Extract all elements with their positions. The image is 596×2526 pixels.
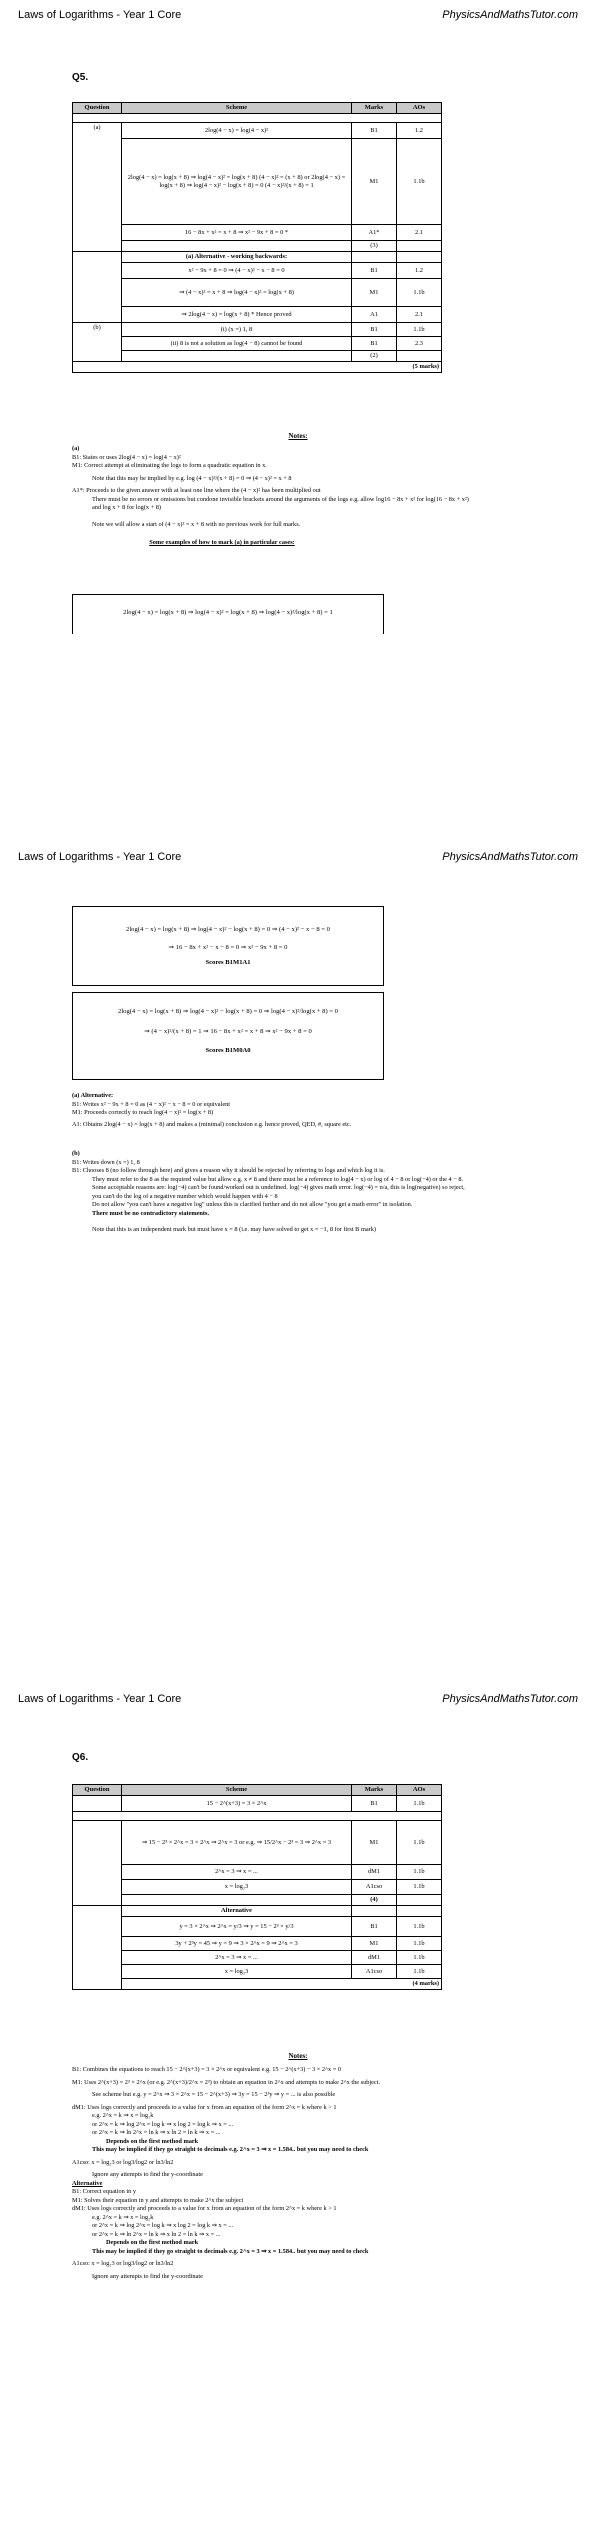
col-question: Question (73, 1785, 122, 1796)
table-row: y = 3 × 2^x ⇒ 2^x = y/3 ⇒ y = 15 − 2³ × y/3 B1 1.1b (73, 1917, 442, 1937)
header-title: Laws of Logarithms - Year 1 Core (18, 851, 182, 863)
q5-notes-alternative: (a) Alternative: B1: Writes x² − 9x + 8 = 0 as (4 − x)² − x − 8 = 0 or equivalent M1: Proceeds correctly to reach log(4 − x)² = log(x + 8) A1: Obtains 2log(4 − x) = log(x + 8) and makes a (minimal) conclusion e.g. hence proved, QED, #, square etc. (72, 1092, 352, 1128)
col-scheme: Scheme (122, 1785, 352, 1796)
q5-notes-b: (b) B1: Writes down (x =) 1, 8 B1: Chooses 8 (no follow through here) and gives a reason why it should be rejected by referring to logs and which log it is. They must refer to the 8 as the required value but allow e.g. x ≠ 8 and there must be a reference to log(4 − x) or log of 4 − 8 or log(−4) or the 4 − 8. Some acceptable reasons are: log(−4) can't be found/worked out is undefined. log(−4) gives math error. log(−4) = n/a, this is log(negative) so reject, you can't do the log of a negative number which would happen with 4 − 8 Do not allow "you can't have a negative log" unless this is clarified further and do not allow "you get a math error" in isolation. There must be no contradictory statements. Note that this is an independent mark but must have x = 8 (i.e. may have solved to get x = −1, 8 for first B mark) (72, 1150, 465, 1233)
table-row: x = log₂3 A1cso 1.1b (73, 1965, 442, 1979)
table-row: (4 marks) (73, 1979, 442, 1990)
table-row: 15 − 2^(x+3) = 3 × 2^x B1 1.1b (73, 1796, 442, 1812)
example-box-2: 2log(4 − x) = log(x + 8) ⇒ log(4 − x)² − log(x + 8) = 0 ⇒ (4 − x)² − x − 8 = 0 ⇒ 16 − 8x + x² − x − 8 = 0 ⇒ x² − 9x + 8 = 0 Scores B1M1A1 (72, 906, 384, 986)
q6-notes: B1: Combines the equations to reach 15 − 2^(x+3) = 3 × 2^x or equivalent e.g. 15 − 2^(x+3) − 3 × 2^x = 0 M1: Uses 2^(x+3) = 2³ × 2^x (or e.g. 2^(x+3)/2^x = 2³) to obtain an equation in 2^x and attempts to make 2^x the subject. See scheme but e.g. y = 2^x ⇒ 3 × 2^x = 15 − 2^(x+3) ⇒ 3y = 15 − 2³y ⇒ y = ... is also possible dM1: Uses logs correctly and proceeds to a value for x from an equation of the form 2^x = k where k > 1 e.g. 2^x = k ⇒ x = log₂k or 2^x = k ⇒ log 2^x = log k ⇒ x log 2 = log k ⇒ x = ... or 2^x = k ⇒ ln 2^x = ln k ⇒ x ln 2 = ln k ⇒ x = ... Depends on the first method mark This may be implied if they go straight to decimals e.g. 2^x = 3 ⇒ x = 1.584.. but you may need to check A1cso: x = log₂3 or log3/log2 or ln3/ln2 Ignore any attempts to find the y-coordinate Alternative B1: Correct equation in y M1: Solves their equation in y and attempts to make 2^x the subject dM1: Uses logs correctly and proceeds to a value for x from an equation of the form 2^x = k where k > 1 e.g. 2^x = k ⇒ x = log₂k or 2^x = k ⇒ log 2^x = log k ⇒ x log 2 = log k ⇒ x = ... or 2^x = k ⇒ ln 2^x = ln k ⇒ x ln 2 = ln k ⇒ x = ... Depends on the first method mark This may be implied if they go straight to decimals e.g. 2^x = 3 ⇒ x = 1.584.. but you may need to check A1cso: x = log₂3 or log3/log2 or ln3/ln2 Ignore any attempts to find the y-coordinate (72, 2066, 381, 2280)
table-row: (2) (73, 351, 442, 362)
col-marks: Marks (352, 1785, 397, 1796)
table-row: ⇒ 15 − 2³ × 2^x = 3 × 2^x ⇒ 2^x = 3 or e.g. ⇒ 15/2^x − 2³ = 3 ⇒ 2^x = 3 M1 1.1b (73, 1821, 442, 1865)
page-2 (0, 842, 596, 1684)
example-box-3: 2log(4 − x) = log(x + 8) ⇒ log(4 − x)² − log(x + 8) = 0 ⇒ log(4 − x)²/log(x + 8) = 0 ⇒ (4 − x)²/(x + 8) = 1 ⇒ 16 − 8x + x² = x + 8 ⇒ x² − 9x + 8 = 0 Scores B1M0A0 (72, 992, 384, 1080)
q5-notes-a: (a) B1: States or uses 2log(4 − x) = log(4 − x)² M1: Correct attempt at eliminating the logs to form a quadratic equation in x. Note that this may be implied by e.g. log (4 − x)²/(x + 8) = 0 ⇒ (4 − x)² = x + 8 A1*: Proceeds to the given answer with at least one line where the (4 − x)² has been multiplied out There must be no errors or omissions but condone invisible brackets around the arguments of the logs e.g. allow log16 − 8x + x² for log(16 − 8x + x²) and log x + 8 for log(x + 8) Note we will allow a start of (4 − x)² = x + 8 with no previous work for full marks. Some examples of how to mark (a) in particular cases: (72, 445, 469, 546)
table-row: 16 − 8x + x² = x + 8 ⇒ x² − 9x + 8 = 0 * A1* 2.1 (73, 225, 442, 241)
header-title: Laws of Logarithms - Year 1 Core (18, 9, 182, 21)
table-row: (5 marks) (73, 362, 442, 373)
header-site: PhysicsAndMathsTutor.com (442, 9, 578, 21)
question-title: Q5. (72, 72, 89, 83)
table-row: 3y + 2³y = 45 ⇒ y = 9 ⇒ 3 × 2^x = 9 ⇒ 2^x = 3 M1 1.1b (73, 1937, 442, 1951)
table-row: 2^x = 3 ⇒ x = ... dM1 1.1b (73, 1951, 442, 1965)
example-box-1: 2log(4 − x) = log(x + 8) ⇒ log(4 − x)² = log(x + 8) ⇒ log(4 − x)²/log(x + 8) = 1 (72, 594, 384, 634)
table-row: ⇒ (4 − x)² = x + 8 ⇒ log(4 − x)² = log(x + 8) M1 1.1b (73, 279, 442, 307)
header-site: PhysicsAndMathsTutor.com (442, 851, 578, 863)
table-row: x² − 9x + 8 = 0 ⇒ (4 − x)² − x − 8 = 0 B1 1.2 (73, 263, 442, 279)
col-question: Question (73, 103, 122, 114)
table-row: ⇒ 2log(4 − x) = log(x + 8) * Hence proved A1 2.1 (73, 307, 442, 323)
col-aos: AOs (397, 103, 442, 114)
table-row: (3) (73, 241, 442, 252)
col-marks: Marks (352, 103, 397, 114)
header-site: PhysicsAndMathsTutor.com (442, 1693, 578, 1705)
table-row: 2log(4 − x) = log(x + 8) ⇒ log(4 − x)² = log(x + 8) (4 − x)² = (x + 8) or 2log(4 − x) = log(x + 8) ⇒ log(4 − x)² − log(x + 8) = 0 (4 − x)²/(x + 8) = 1 M1 1.1b (73, 139, 442, 225)
table-row: (ii) 8 is not a solution as log(4 − 8) cannot be found B1 2.3 (73, 337, 442, 351)
q5-mark-scheme-table (72, 102, 442, 373)
table-row: (a) 2log(4 − x) = log(4 − x)² B1 1.2 (73, 123, 442, 139)
page-1 (0, 0, 596, 842)
table-row: 2^x = 3 ⇒ x = ... dM1 1.1b (73, 1865, 442, 1880)
table-row: (4) (73, 1895, 442, 1906)
col-aos: AOs (397, 1785, 442, 1796)
table-row: x = log₂3 A1cso 1.1b (73, 1880, 442, 1895)
header-title: Laws of Logarithms - Year 1 Core (18, 1693, 182, 1705)
page-3 (0, 1684, 596, 2526)
table-row: (b) (i) (x =) 1, 8 B1 1.1b (73, 323, 442, 337)
q6-mark-scheme-table (72, 1784, 442, 1990)
col-scheme: Scheme (122, 103, 352, 114)
notes-title: Notes: (288, 2052, 308, 2060)
table-row: (a) Alternative - working backwards: (73, 252, 442, 263)
notes-title: Notes: (288, 432, 308, 440)
question-title: Q6. (72, 1752, 89, 1763)
table-row: Alternative (73, 1906, 442, 1917)
